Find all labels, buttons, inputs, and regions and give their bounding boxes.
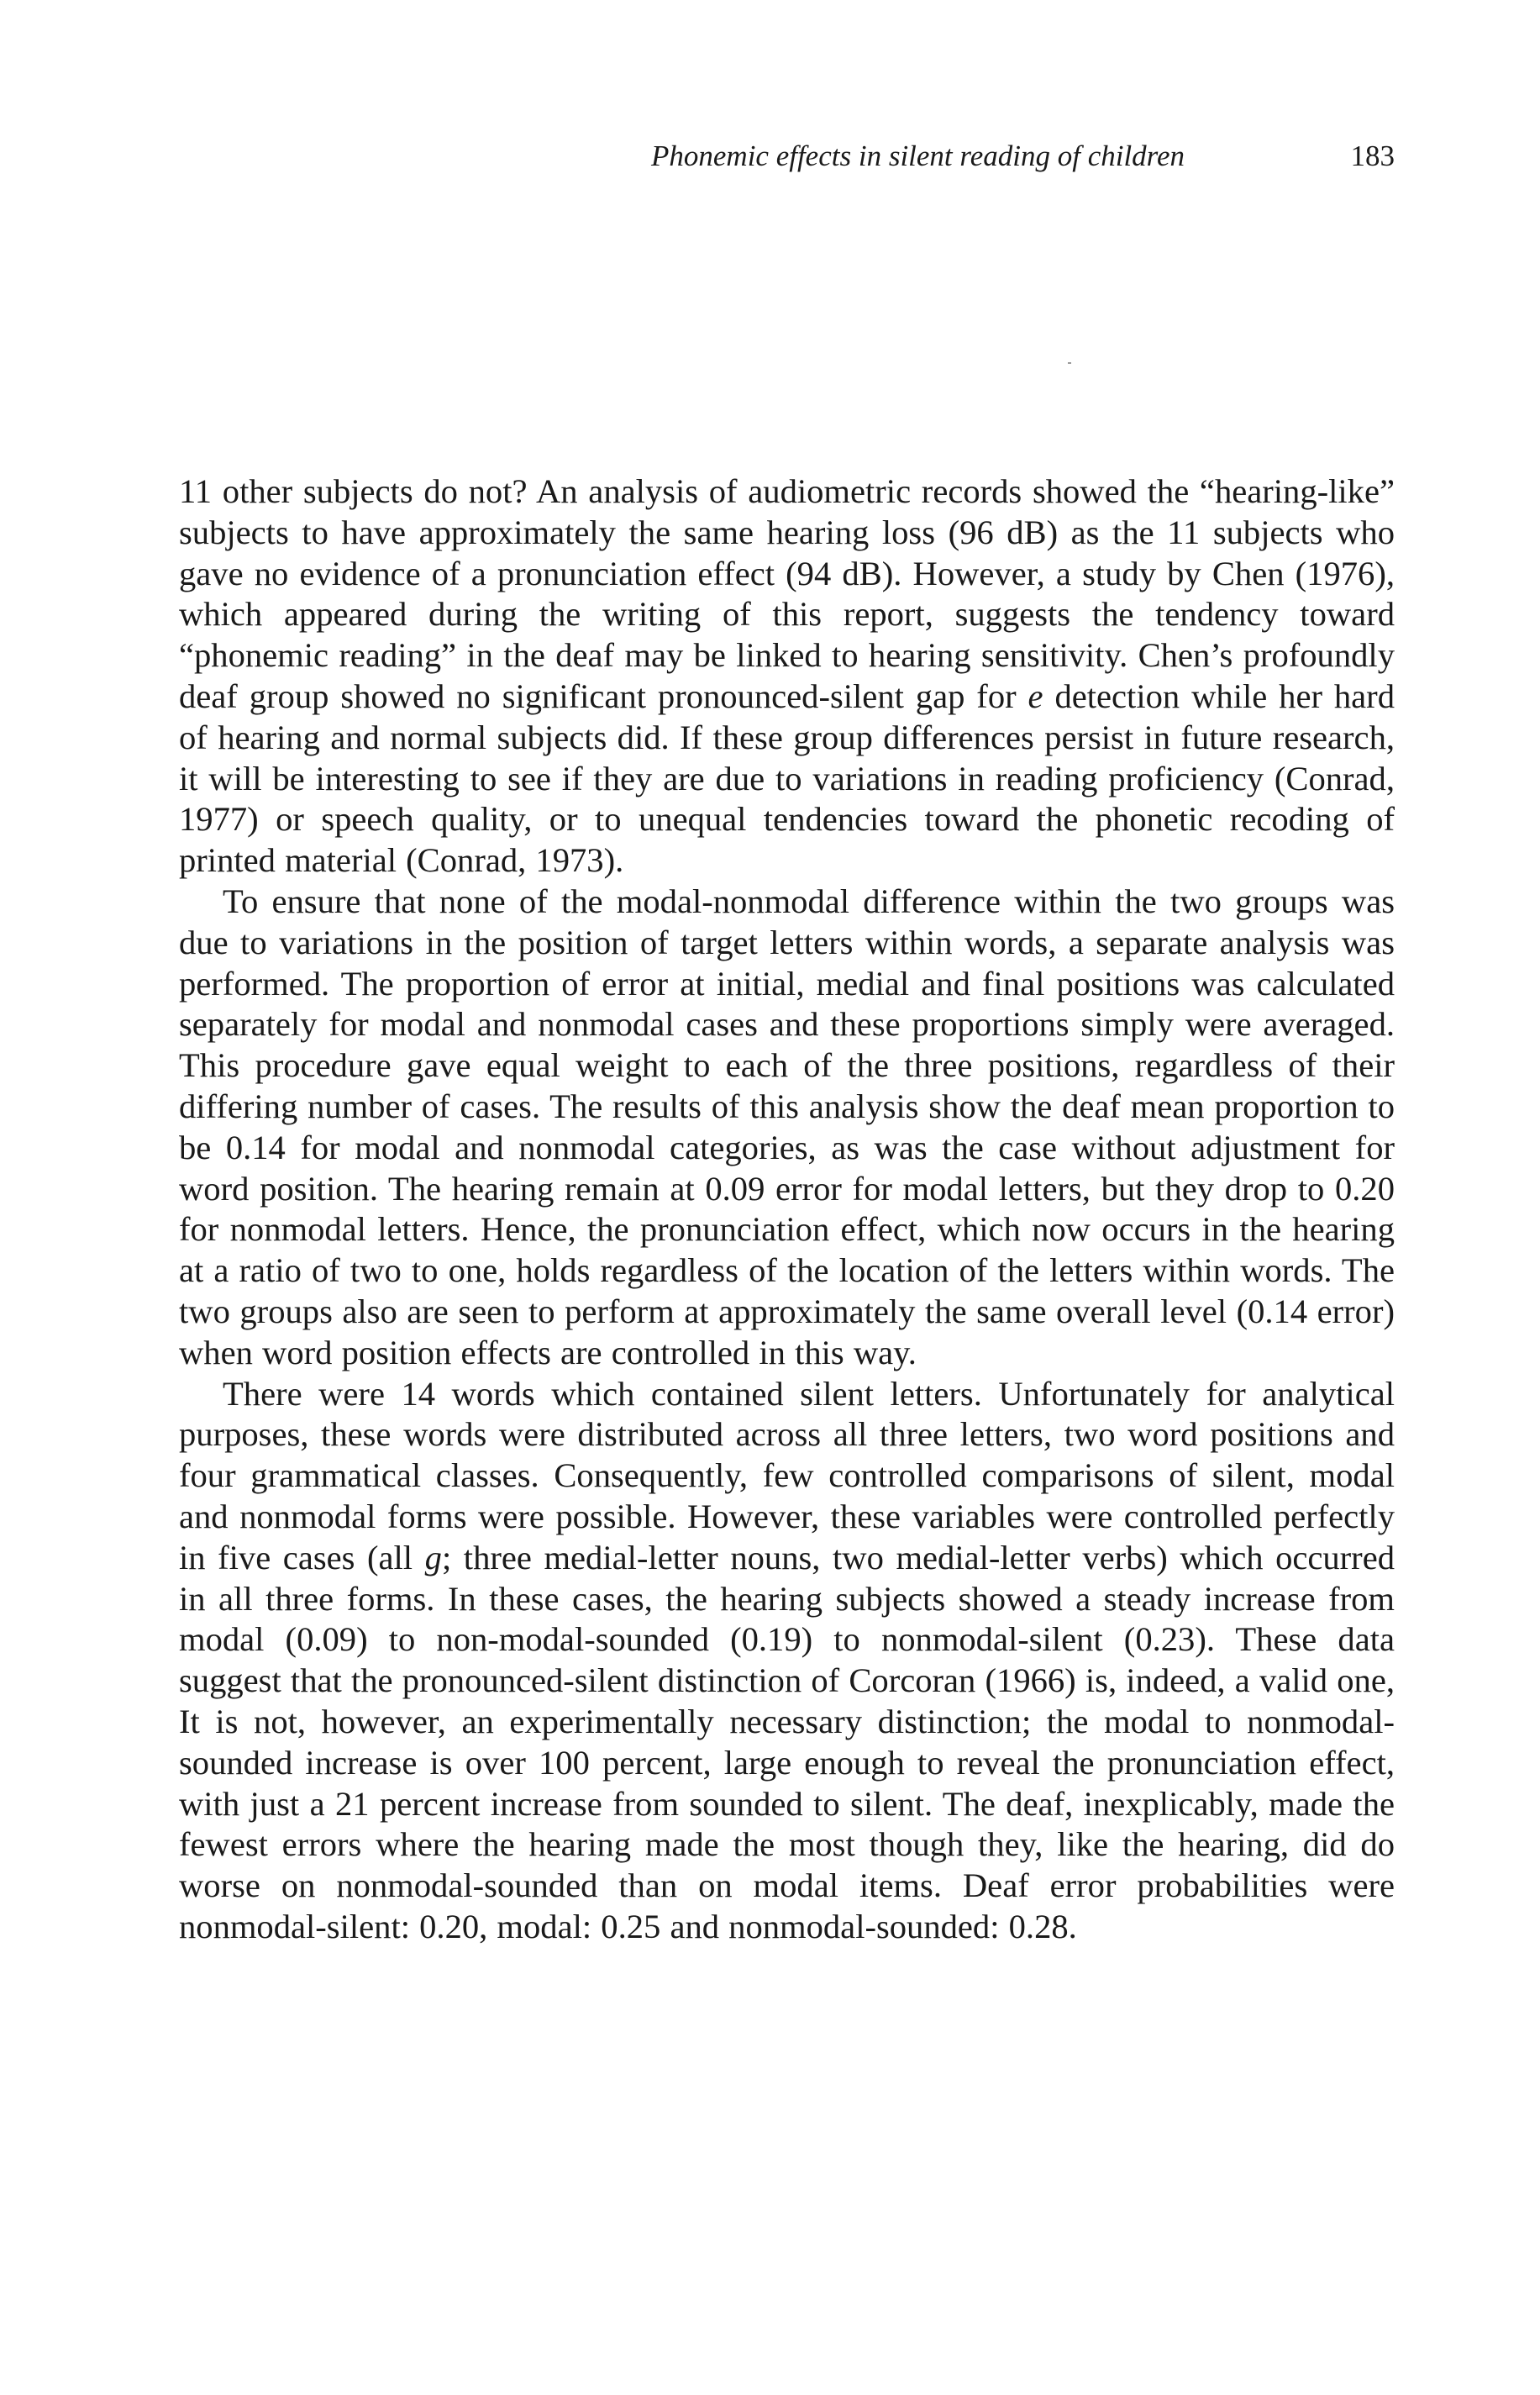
running-title: Phonemic effects in silent reading of children (651, 139, 1185, 172)
italic-letter-e: e (1028, 676, 1043, 715)
paragraph-text: 11 other subjects do not? An analysis of audiometric records showed the “hearing-like” subjects to have approximately the same hearing loss (96 dB) as the 11 subjects who gave no evidence of a pronunciation effect (94 dB). However, a study by Chen (1976), which appeared during the writing of this report, suggests the tendency toward “phonemic reading” in the deaf may be linked to hearing sensitivity. Chen’s profoundly deaf group showed no significant pronounced-silent gap for (179, 472, 1395, 715)
paragraph-silent-letters (179, 1374, 1395, 1948)
paragraph-word-position-analysis: To ensure that none of the modal-nonmodal difference within the two groups was due to variations in the position of target letters within words, a separate analysis was performed. The proportion of error at initial, medial and final positions was calculated separately for modal and nonmodal cases and these proportions simply were averaged. This procedure gave equal weight to each of the three positions, regardless of their differing number of cases. The results of this analysis show the deaf mean proportion to be 0.14 for modal and nonmodal categories, as was the case without adjustment for word position. The hearing remain at 0.09 error for modal letters, but they drop to 0.20 for nonmodal letters. Hence, the pronunciation effect, which now occurs in the hearing at a ratio of two to one, holds regardless of the location of the letters within words. The two groups also are seen to perform at approximately the same overall level (0.14 error) when word position effects are controlled in this way. (179, 882, 1395, 1371)
page-number: 183 (1350, 139, 1395, 172)
paragraph-text: ; three medial-letter nouns, two medial-letter verbs) which occurred in all three forms. In these cases, the hearing subjects showed a steady increase from modal (0.09) to non-modal-sounded (0.19) to nonmodal-silent (0.23). These data suggest that the pronounced-silent distinction of Corcoran (1966) is, indeed, a valid one, It is not, however, an experimentally necessary distinction; the modal to nonmodal-sounded increase is over 100 percent, large enough to reveal the pronunciation effect, with just a 21 percent increase from sounded to silent. The deaf, inexplicably, made the fewest errors where the hearing made the most though they, like the hearing, did do worse on nonmodal-sounded than on modal items. Deaf error probabilities were nonmodal-silent: 0.20, modal: 0.25 and nonmodal-sounded: 0.28. (179, 1538, 1395, 1945)
paragraph-continued (179, 471, 1395, 882)
running-head (651, 138, 1395, 175)
paragraph-text: detection while her hard of hearing and normal subjects did. If these group differences persist in future research, it will be interesting to see if they are due to variations in reading proficiency (Conrad, 1977) or speech quality, or to unequal tendencies toward the phonetic recoding of printed material (Conrad, 1973). (179, 676, 1395, 880)
scan-speck (1068, 362, 1071, 364)
paragraph-text: There were 14 words which contained silent letters. Unfortunately for analytical purposes, these words were distributed across all three letters, two word positions and four grammatical classes. Consequently, few controlled comparisons of silent, modal and nonmodal forms were possible. However, these variables were controlled perfectly in five cases (all (179, 1374, 1395, 1576)
body-text (179, 471, 1395, 1948)
italic-letter-g: g (424, 1538, 442, 1576)
